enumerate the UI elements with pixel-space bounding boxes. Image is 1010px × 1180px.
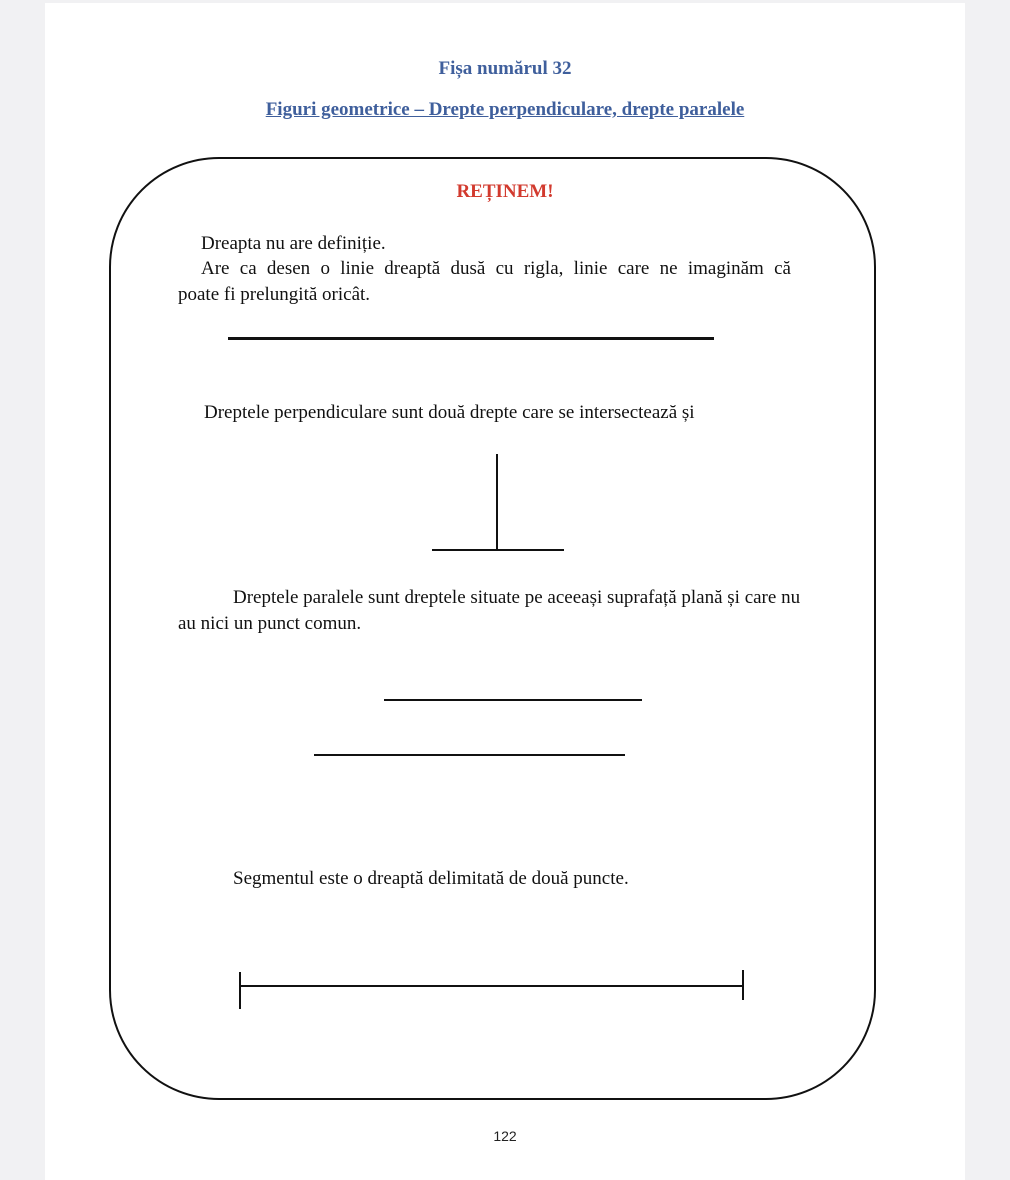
line-definition-p1: Dreapta nu are definiție. (201, 233, 386, 254)
document-page (45, 3, 965, 1180)
sheet-subtitle: Figuri geometrice – Drepte perpendiculare, drepte paralele (265, 99, 745, 120)
vertical-line (496, 454, 498, 551)
page-number: 122 (493, 1128, 517, 1144)
segment-endpoint-right (742, 970, 744, 1000)
parallel-line-bottom (314, 754, 625, 756)
segment-line (240, 985, 744, 987)
line-definition-p3: poate fi prelungită oricât. (178, 284, 371, 305)
horizontal-line (432, 549, 564, 551)
retinem-heading: REȚINEM! (456, 181, 554, 202)
parallel-definition-l2: au nici un punct comun. (178, 613, 362, 634)
line-definition-p2: Are ca desen o linie dreaptă dusă cu rigla, linie care ne imaginăm că (201, 258, 791, 279)
straight-line-drawing (228, 337, 714, 340)
perpendicular-definition: Dreptele perpendiculare sunt două drepte care se intersectează și (204, 402, 695, 423)
parallel-definition-l1: Dreptele paralele sunt dreptele situate pe aceeași suprafață plană și care nu (233, 587, 801, 608)
parallel-line-top (384, 699, 642, 701)
segment-definition: Segmentul este o dreaptă delimitată de două puncte. (233, 868, 629, 889)
segment-endpoint-left (239, 972, 241, 1009)
sheet-title: Fișa numărul 32 (438, 58, 572, 79)
